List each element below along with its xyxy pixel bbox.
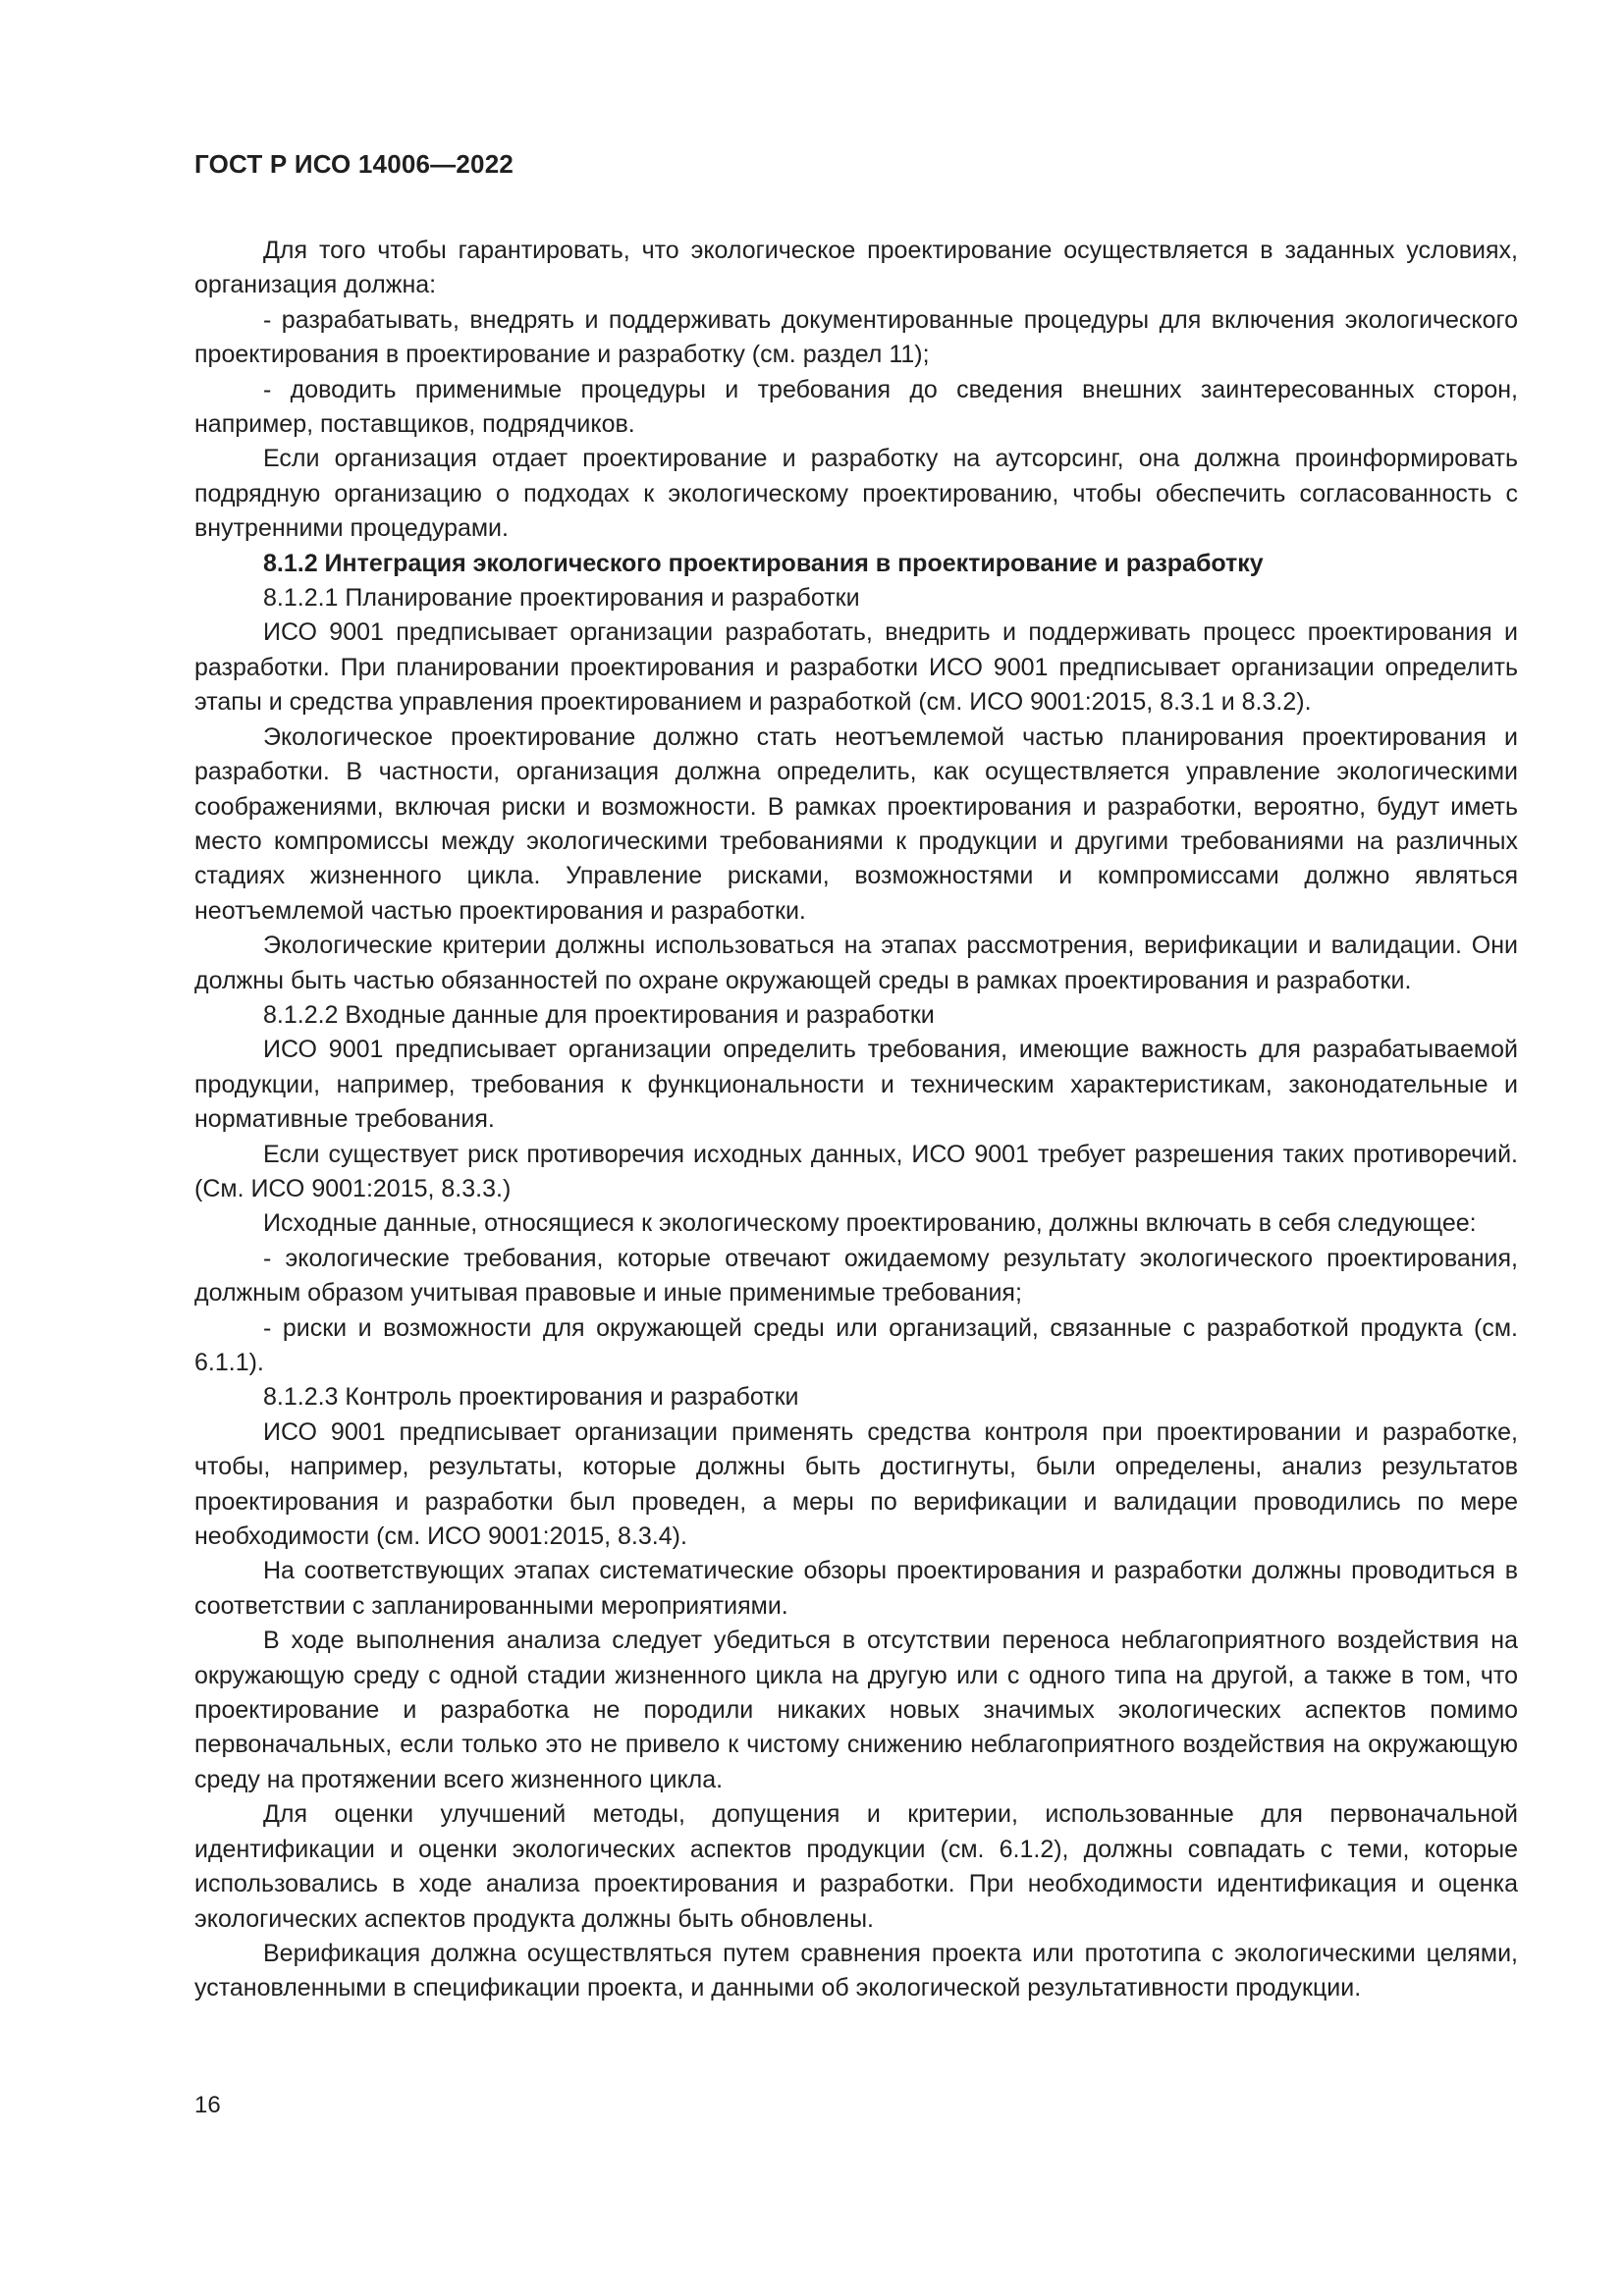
paragraph: Для оценки улучшений методы, допущения и критерии, использованные для первоначальной идентификации и оценки экологических аспектов продукции (см. 6.1.2), должны совпадать с теми, которые использовались в ходе анализа проектирования и разработки. При необходимости идентификация и оценка экологических аспектов продукта должны быть обновлены. <box>194 1800 1518 1933</box>
list-item: - риски и возможности для окружающей среды или организаций, связанные с разработкой продукта (см. 6.1.1). <box>194 1313 1518 1376</box>
document-header: ГОСТ Р ИСО 14006—2022 <box>194 149 514 179</box>
paragraph: ИСО 9001 предписывает организации применять средства контроля при проектировании и разработке, чтобы, например, результаты, которые должны быть достигнуты, были определены, анализ результатов проектирования и разработки был проведен, а меры по верификации и валидации проводились по мере необходимости (см. ИСО 9001:2015, 8.3.4). <box>194 1417 1518 1551</box>
paragraph: На соответствующих этапах систематические обзоры проектирования и разработки должны проводиться в соответствии с запланированными мероприятиями. <box>194 1557 1518 1620</box>
paragraph: Верификация должна осуществляться путем сравнения проекта или прототипа с экологическими целями, установленными в спецификации проекта, и данными об экологической результативности продукции. <box>194 1939 1518 2002</box>
list-item: - экологические требования, которые отвечают ожидаемому результату экологического проектирования, должным образом учитывая правовые и иные применимые требования; <box>194 1244 1518 1308</box>
list-item: - доводить применимые процедуры и требования до сведения внешних заинтересованных сторон, например, поставщиков, подрядчиков. <box>194 375 1518 439</box>
paragraph: Если существует риск противоречия исходных данных, ИСО 9001 требует разрешения таких противоречий. (См. ИСО 9001:2015, 8.3.3.) <box>194 1140 1518 1202</box>
list-item: - разрабатывать, внедрять и поддерживать документированные процедуры для включения экологического проектирования в проектирование и разработку (см. раздел 11); <box>194 305 1518 369</box>
document-body <box>194 234 1518 2006</box>
paragraph: Исходные данные, относящиеся к экологическому проектированию, должны включать в себя следующее: <box>263 1209 1477 1238</box>
paragraph: Для того чтобы гарантировать, что экологическое проектирование осуществляется в заданных условиях, организация должна: <box>194 237 1518 299</box>
subsection-heading: 8.1.2.2 Входные данные для проектирования и разработки <box>263 1000 935 1029</box>
page-number: 16 <box>194 2092 221 2118</box>
document-page <box>194 147 1518 2006</box>
paragraph: Экологические критерии должны использоваться на этапах рассмотрения, верификации и валидации. Они должны быть частью обязанностей по охране окружающей среды в рамках проектирования и разработки. <box>194 932 1518 994</box>
paragraph: В ходе выполнения анализа следует убедиться в отсутствии переноса неблагоприятного воздействия на окружающую среду с одной стадии жизненного цикла на другую или с одного типа на другой, а также в том, что проектирование и разработка не породили никаких новых значимых экологических аспектов помимо первоначальных, если только это не привело к чистому снижению неблагоприятного воздействия на окружающую среду на протяжении всего жизненного цикла. <box>194 1627 1518 1793</box>
subsection-heading: 8.1.2.3 Контроль проектирования и разработки <box>263 1383 799 1412</box>
subsection-heading: 8.1.2.1 Планирование проектирования и разработки <box>263 584 860 613</box>
paragraph: Если организация отдает проектирование и разработку на аутсорсинг, она должна проинформировать подрядную организацию о подходах к экологическому проектированию, чтобы обеспечить согласованность с внутренними процедурами. <box>194 445 1518 543</box>
paragraph: Экологическое проектирование должно стать неотъемлемой частью планирования проектирования и разработки. В частности, организация должна определить, как осуществляется управление экологическими соображениями, включая риски и возможности. В рамках проектирования и разработки, вероятно, будут иметь место компромиссы между экологическими требованиями к продукции и другими требованиями на различных стадиях жизненного цикла. Управление рисками, возможностями и компромиссами должно являться неотъемлемой частью проектирования и разработки. <box>194 722 1518 925</box>
paragraph: ИСО 9001 предписывает организации определить требования, имеющие важность для разрабатываемой продукции, например, требования к функциональности и техническим характеристикам, законодательные и нормативные требования. <box>194 1036 1518 1134</box>
section-heading: 8.1.2 Интеграция экологического проектирования в проектирование и разработку <box>263 549 1264 577</box>
paragraph: ИСО 9001 предписывает организации разработать, внедрить и поддерживать процесс проектирования и разработки. При планировании проектирования и разработки ИСО 9001 предписывает организации определить этапы и средства управления проектированием и разработкой (см. ИСО 9001:2015, 8.3.1 и 8.3.2). <box>194 618 1518 717</box>
